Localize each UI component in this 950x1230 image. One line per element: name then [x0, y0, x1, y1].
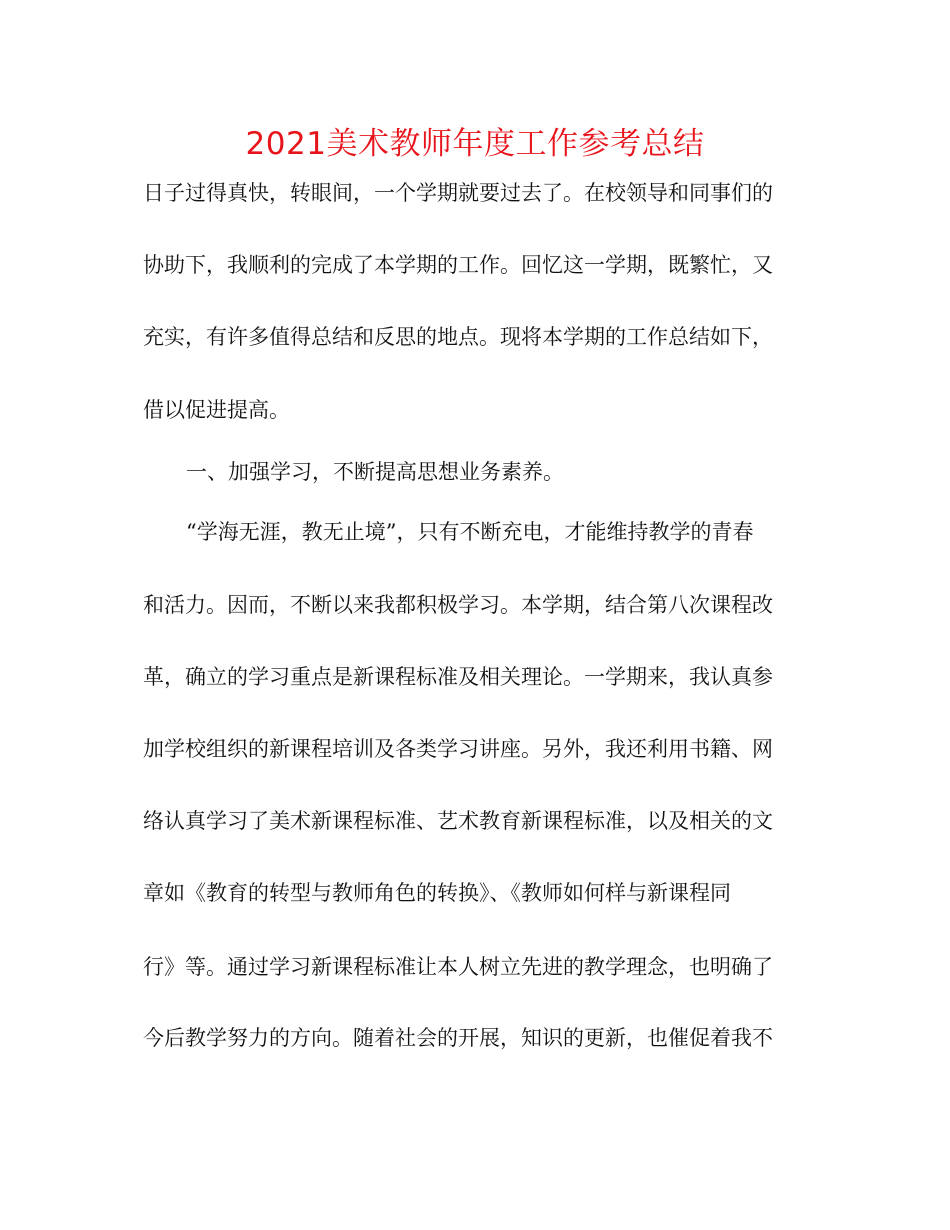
- section-heading-1: 一、加强学习，不断提高思想业务素养。: [186, 460, 564, 484]
- body-line-9: 加学校组织的新课程培训及各类学习讲座。另外，我还利用书籍、网: [143, 737, 773, 761]
- body-line-13: 今后教学努力的方向。随着社会的开展，知识的更新，也催促着我不: [143, 1026, 773, 1050]
- body-line-12: 行》等。通过学习新课程标准让本人树立先进的教学理念，也明确了: [143, 955, 773, 979]
- body-line-3: 充实，有许多值得总结和反思的地点。现将本学期的工作总结如下，: [143, 325, 773, 349]
- body-line-6: “学海无涯，教无止境”，只有不断充电，才能维持教学的青春: [186, 520, 754, 544]
- body-line-7: 和活力。因而，不断以来我都积极学习。本学期，结合第八次课程改: [143, 593, 773, 617]
- body-line-1: 日子过得真快，转眼间，一个学期就要过去了。在校领导和同事们的: [143, 181, 773, 205]
- body-line-8: 革，确立的学习重点是新课程标准及相关理论。一学期来，我认真参: [143, 665, 773, 689]
- body-line-4: 借以促进提高。: [143, 398, 290, 422]
- body-line-10: 络认真学习了美术新课程标准、艺术教育新课程标准，以及相关的文: [143, 809, 773, 833]
- document-title: 2021美术教师年度工作参考总结: [245, 126, 705, 162]
- body-line-11: 章如《教育的转型与教师角色的转换》、《教师如何样与新课程同: [143, 881, 731, 905]
- body-line-2: 协助下，我顺利的完成了本学期的工作。回忆这一学期，既繁忙，又: [143, 253, 773, 277]
